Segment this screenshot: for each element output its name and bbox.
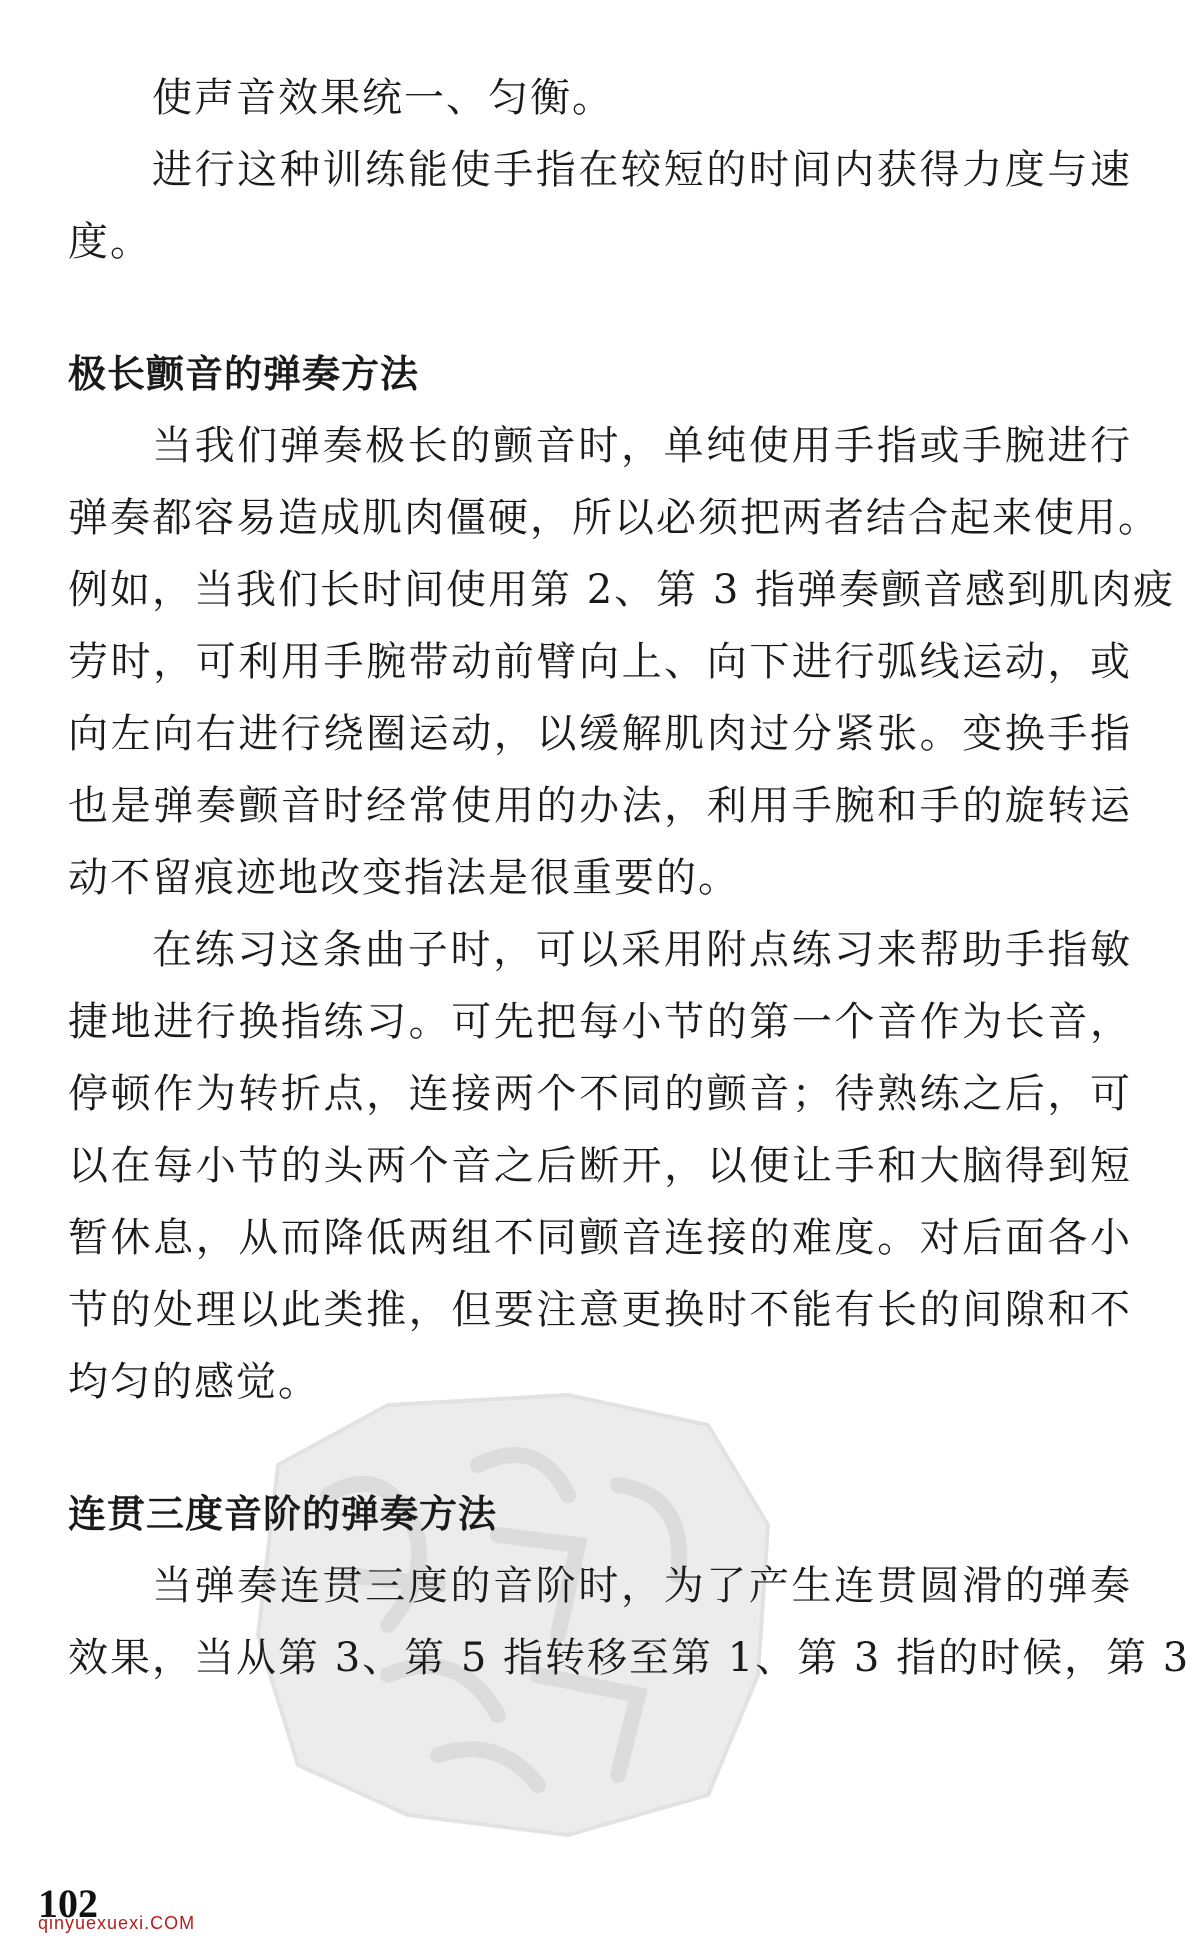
- paragraph-line: 例如，当我们长时间使用第 2、第 3 指弹奏颤音感到肌肉疲: [68, 567, 1176, 613]
- page-number: 102: [38, 1881, 98, 1926]
- paragraph-line: 捷地进行换指练习。可先把每小节的第一个音作为长音，: [68, 999, 1132, 1045]
- paragraph-line: 在练习这条曲子时，可以采用附点练习来帮助手指敏: [152, 927, 1132, 973]
- paragraph-line: 劳时，可利用手腕带动前臂向上、向下进行弧线运动，或: [68, 639, 1132, 685]
- paragraph-line: 度。: [68, 219, 152, 265]
- paragraph-line: 以在每小节的头两个音之后断开，以便让手和大脑得到短: [68, 1143, 1132, 1189]
- site-watermark-text: qinyuexuexi.COM: [38, 1913, 196, 1933]
- paragraph-line: 当弹奏连贯三度的音阶时，为了产生连贯圆滑的弹奏: [152, 1563, 1132, 1609]
- paragraph-line: 也是弹奏颤音时经常使用的办法，利用手腕和手的旋转运: [68, 783, 1132, 829]
- section-heading: 连贯三度音阶的弹奏方法: [68, 1492, 498, 1536]
- paragraph-line: 向左向右进行绕圈运动，以缓解肌肉过分紧张。变换手指: [68, 711, 1132, 757]
- paragraph-line: 效果，当从第 3、第 5 指转移至第 1、第 3 指的时候，第 3: [68, 1635, 1191, 1681]
- paragraph-line: 停顿作为转折点，连接两个不同的颤音；待熟练之后，可: [68, 1071, 1132, 1117]
- paragraph-line: 进行这种训练能使手指在较短的时间内获得力度与速: [152, 147, 1132, 193]
- paragraph-line: 使声音效果统一、匀衡。: [152, 75, 614, 121]
- paragraph-line: 暂休息，从而降低两组不同颤音连接的难度。对后面各小: [68, 1215, 1132, 1261]
- paragraph-line: 当我们弹奏极长的颤音时，单纯使用手指或手腕进行: [152, 423, 1132, 469]
- section-heading: 极长颤音的弹奏方法: [68, 352, 420, 396]
- paragraph-line: 弹奏都容易造成肌肉僵硬，所以必须把两者结合起来使用。: [68, 495, 1160, 541]
- paragraph-line: 节的处理以此类推，但要注意更换时不能有长的间隙和不: [68, 1287, 1132, 1333]
- paragraph-line: 均匀的感觉。: [68, 1359, 320, 1405]
- paragraph-line: 动不留痕迹地改变指法是很重要的。: [68, 855, 740, 901]
